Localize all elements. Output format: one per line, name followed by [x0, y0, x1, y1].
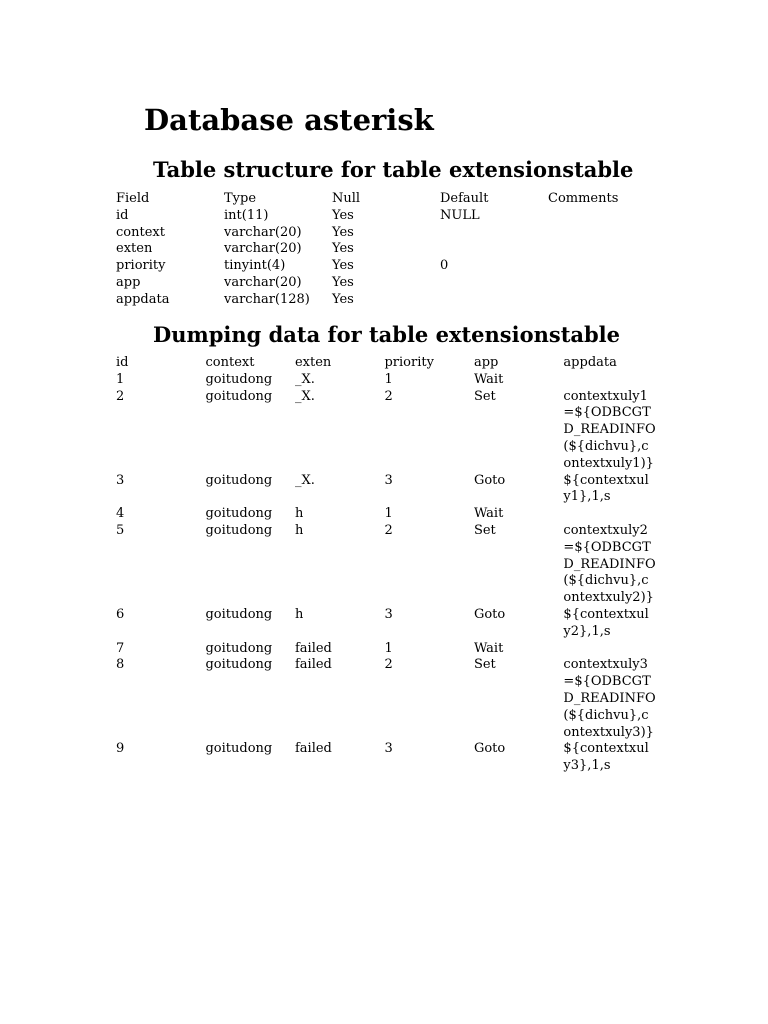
cell-appdata: contextxuly2=${ODBCGTD_READINFO(${dichvu},contextxuly2)}	[563, 522, 656, 606]
cell-app: Goto	[473, 606, 506, 622]
cell-default: 0	[440, 258, 449, 274]
cell-id: 9	[116, 741, 125, 757]
cell-type: int(11)	[224, 207, 269, 223]
cell-field: exten	[116, 241, 153, 257]
cell-id: 8	[116, 657, 125, 673]
column-header-id: id	[116, 355, 129, 370]
cell-priority: 2	[384, 657, 393, 673]
cell-id: 6	[116, 606, 125, 622]
column-header-exten: exten	[294, 355, 332, 370]
cell-appdata: ${contextxuly2},1,s	[563, 606, 649, 639]
table-row	[116, 292, 656, 309]
dump-heading: Dumping data for table extensionstable	[153, 322, 621, 347]
table-row	[116, 607, 656, 641]
cell-field: id	[116, 207, 129, 223]
cell-exten: _X.	[294, 472, 315, 488]
column-header-default: Default	[440, 191, 489, 206]
cell-exten: _X.	[294, 371, 315, 387]
cell-exten: failed	[294, 741, 332, 757]
cell-null: Yes	[332, 207, 354, 223]
cell-priority: 3	[384, 741, 393, 757]
cell-priority: 3	[384, 606, 393, 622]
cell-id: 5	[116, 522, 125, 538]
cell-default	[440, 292, 548, 309]
cell-id: 1	[116, 371, 125, 387]
dump-table	[116, 355, 656, 775]
table-row	[116, 389, 656, 473]
cell-id: 3	[116, 472, 125, 488]
cell-app: Set	[473, 388, 496, 404]
column-header-app: app	[473, 355, 499, 370]
cell-comments	[548, 241, 656, 258]
cell-field: context	[116, 224, 165, 240]
cell-context: goitudong	[205, 606, 273, 622]
cell-context: goitudong	[205, 388, 273, 404]
cell-context: goitudong	[205, 371, 273, 387]
table-row	[116, 657, 656, 741]
cell-exten: h	[294, 506, 304, 522]
column-header-priority: priority	[384, 355, 434, 370]
table-row	[116, 258, 656, 275]
cell-app: Set	[473, 657, 496, 673]
cell-id: 2	[116, 388, 125, 404]
cell-id: 4	[116, 506, 125, 522]
cell-null: Yes	[332, 258, 354, 274]
structure-table	[116, 191, 656, 309]
document-title: Database asterisk	[144, 103, 434, 137]
table-row	[116, 506, 656, 523]
cell-type: varchar(128)	[224, 291, 310, 307]
cell-app: Wait	[473, 371, 504, 387]
cell-app: Wait	[473, 640, 504, 656]
column-header-appdata: appdata	[563, 355, 617, 370]
cell-priority: 1	[384, 371, 393, 387]
cell-comments	[548, 208, 656, 225]
cell-default	[440, 225, 548, 242]
cell-default	[440, 275, 548, 292]
cell-context: goitudong	[205, 522, 273, 538]
cell-field: priority	[116, 258, 166, 274]
cell-priority: 2	[384, 522, 393, 538]
table-row	[116, 372, 656, 389]
column-header-comments: Comments	[548, 191, 619, 206]
cell-type: varchar(20)	[224, 241, 302, 257]
column-header-null: Null	[332, 191, 361, 206]
table-row	[116, 241, 656, 258]
cell-null: Yes	[332, 274, 354, 290]
cell-appdata: contextxuly1=${ODBCGTD_READINFO(${dichvu},contextxuly1)}	[563, 388, 656, 471]
cell-exten: failed	[294, 657, 332, 673]
table-row	[116, 523, 656, 607]
cell-app: Goto	[473, 741, 506, 757]
cell-comments	[548, 225, 656, 242]
cell-context: goitudong	[205, 741, 273, 757]
cell-null: Yes	[332, 291, 354, 307]
cell-app: Set	[473, 522, 496, 538]
cell-comments	[548, 275, 656, 292]
cell-appdata: ${contextxuly3},1,s	[563, 741, 649, 774]
cell-null: Yes	[332, 241, 354, 257]
cell-appdata	[563, 372, 656, 389]
cell-priority: 2	[384, 388, 393, 404]
structure-header-row	[116, 191, 656, 208]
cell-app: Wait	[473, 506, 504, 522]
cell-type: varchar(20)	[224, 274, 302, 290]
table-row	[116, 225, 656, 242]
cell-appdata: ${contextxuly1},1,s	[563, 472, 649, 505]
cell-exten: h	[294, 606, 304, 622]
cell-priority: 3	[384, 472, 393, 488]
cell-exten: failed	[294, 640, 332, 656]
column-header-field: Field	[116, 191, 150, 206]
cell-comments	[548, 258, 656, 275]
cell-id: 7	[116, 640, 125, 656]
cell-context: goitudong	[205, 472, 273, 488]
table-row	[116, 275, 656, 292]
cell-app: Goto	[473, 472, 506, 488]
cell-appdata	[563, 506, 656, 523]
cell-context: goitudong	[205, 506, 273, 522]
table-row	[116, 641, 656, 658]
cell-null: Yes	[332, 224, 354, 240]
table-row	[116, 741, 656, 775]
cell-context: goitudong	[205, 640, 273, 656]
column-header-context: context	[205, 355, 255, 370]
cell-default: NULL	[440, 207, 480, 223]
cell-type: tinyint(4)	[224, 258, 286, 274]
cell-default	[440, 241, 548, 258]
cell-context: goitudong	[205, 657, 273, 673]
cell-exten: h	[294, 522, 304, 538]
column-header-type: Type	[224, 191, 257, 206]
table-row	[116, 208, 656, 225]
structure-heading: Table structure for table extensionstable	[153, 157, 634, 182]
dump-header-row	[116, 355, 656, 372]
cell-priority: 1	[384, 506, 393, 522]
cell-appdata: contextxuly3=${ODBCGTD_READINFO(${dichvu},contextxuly3)}	[563, 657, 656, 740]
cell-type: varchar(20)	[224, 224, 302, 240]
table-row	[116, 473, 656, 507]
cell-exten: _X.	[294, 388, 315, 404]
cell-field: appdata	[116, 291, 170, 307]
cell-field: app	[116, 274, 141, 290]
cell-appdata	[563, 641, 656, 658]
cell-priority: 1	[384, 640, 393, 656]
cell-comments	[548, 292, 656, 309]
